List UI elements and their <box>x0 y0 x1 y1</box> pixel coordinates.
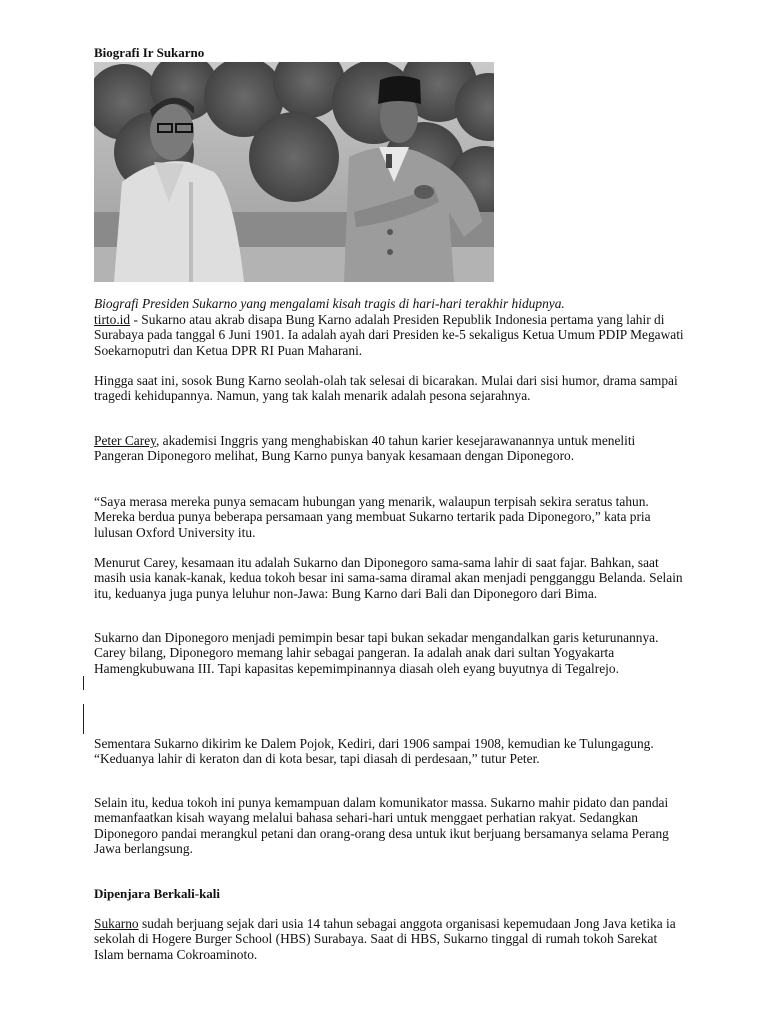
paragraph-2: Hingga saat ini, sosok Bung Karno seolah-olah tak selesai di bicarakan. Mulai dari sisi humor, drama sampai tragedi kehidupannya. Namun, yang tak kalah menarik adalah pesona sejarahnya. <box>94 373 678 404</box>
paragraph-4: “Saya merasa mereka punya semacam hubungan yang menarik, walaupun terpisah sekira seratus tahun. Mereka berdua punya beberapa persamaan yang membuat Sukarno tertarik pada Diponegoro,” kata pria lulusan Oxford University itu. <box>94 494 651 540</box>
paragraph-3-text: , akademisi Inggris yang menghabiskan 40 tahun karier kesejarawanannya untuk meneliti Pangeran Diponegoro melihat, Bung Karno punya banyak kesamaan dengan Diponegoro. <box>94 433 636 464</box>
sukarno-link[interactable]: Sukarno <box>94 916 139 931</box>
section-heading: Dipenjara Berkali-kali <box>94 886 221 901</box>
paragraph-9 <box>94 916 684 962</box>
paragraph-8: Selain itu, kedua tokoh ini punya kemampuan dalam komunikator massa. Sukarno mahir pidato dan pandai memanfaatkan kisah wayang melalui bahasa sehari-hari untuk menggaet perhatian rakyat. Sedangkan Diponegoro pandai merangkul petani dan orang-orang desa untuk ikut berjuang bersamanya selama Perang Jawa berlangsung. <box>94 795 669 856</box>
photo-sukarno-hatta <box>94 62 494 282</box>
document-title: Biografi Ir Sukarno <box>94 45 205 60</box>
source-link[interactable]: tirto.id <box>94 312 131 327</box>
text-cursor-mark <box>83 676 84 690</box>
paragraph-6: Sukarno dan Diponegoro menjadi pemimpin besar tapi bukan sekadar mengandalkan garis keturunannya. Carey bilang, Diponegoro memang lahir sebagai pangeran. Ia adalah anak dari sultan Yogyakarta Hamengkubuwana III. Tapi kapasitas kepemimpinannya diasah oleh eyang buyutnya di Tegalrejo. <box>94 630 659 676</box>
paragraph-5: Menurut Carey, kesamaan itu adalah Sukarno dan Diponegoro sama-sama lahir di saat fajar. Bahkan, saat masih usia kanak-kanak, kedua tokoh besar ini sama-sama diramal akan menjadi pengganggu Belanda. Selain itu, keduanya juga punya leluhur non-Jawa: Bung Karno dari Bali dan Diponegoro dari Bima. <box>94 555 683 601</box>
peter-carey-link[interactable]: Peter Carey <box>94 433 156 448</box>
paragraph-3 <box>94 433 684 464</box>
text-cursor-mark-2 <box>83 704 84 734</box>
paragraph-intro-text: - Sukarno atau akrab disapa Bung Karno adalah Presiden Republik Indonesia pertama yang lahir di Surabaya pada tanggal 6 Juni 1901. Ia adalah ayah dari Presiden ke-5 sekaligus Ketua Umum PDIP Megawati Soekarnoputri dan Ketua DPR RI Puan Maharani. <box>94 312 684 358</box>
paragraph-9-text: sudah berjuang sejak dari usia 14 tahun sebagai anggota organisasi kepemudaan Jong Java ketika ia sekolah di Hogere Burger School (HBS) Surabaya. Saat di HBS, Sukarno tinggal di rumah tokoh Sarekat Islam bernama Cokroaminoto. <box>94 916 676 962</box>
paragraph-7: Sementara Sukarno dikirim ke Dalem Pojok, Kediri, dari 1906 sampai 1908, kemudian ke Tulungagung. “Keduanya lahir di keraton dan di kota besar, tapi diasah di perdesaan,” tutur Peter. <box>94 736 654 767</box>
paragraph-intro <box>94 312 684 358</box>
photo-caption: Biografi Presiden Sukarno yang mengalami kisah tragis di hari-hari terakhir hidupnya. <box>94 296 565 311</box>
